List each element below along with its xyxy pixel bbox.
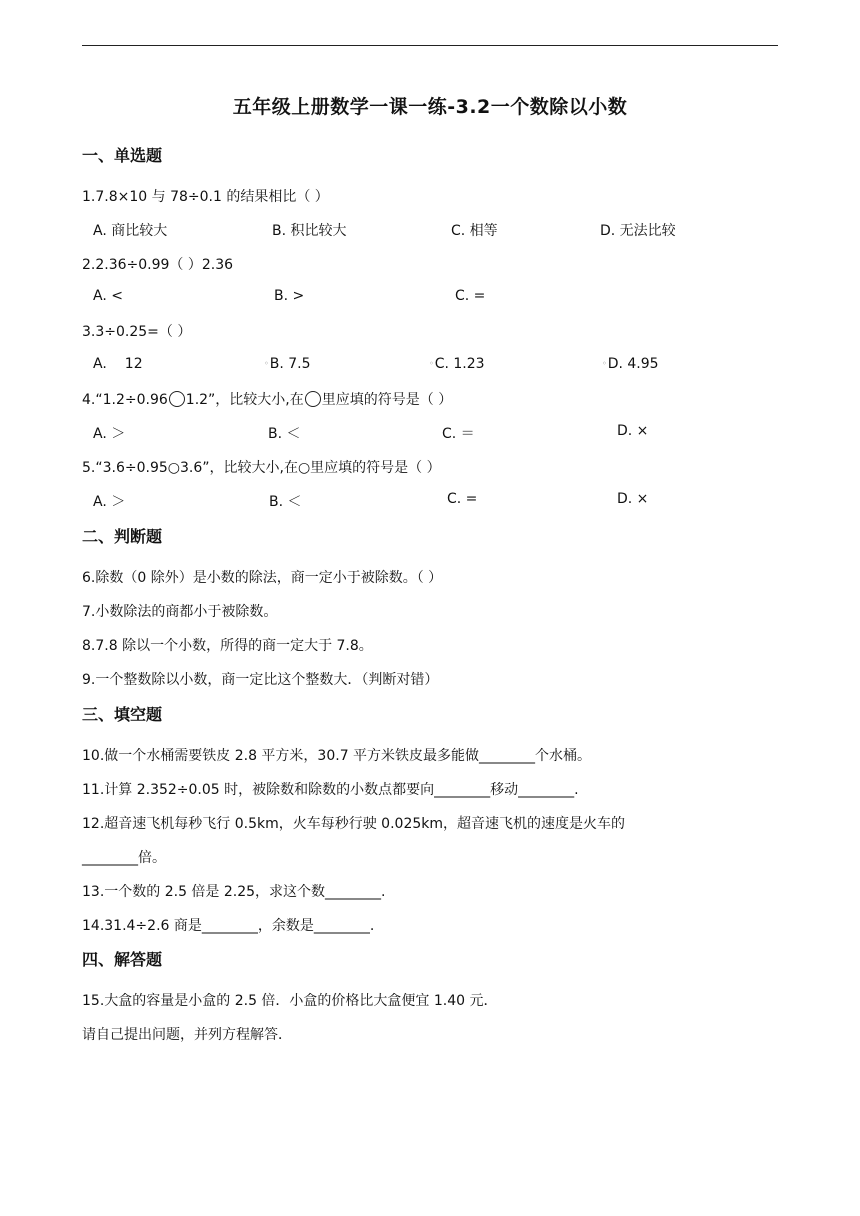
section-heading-fill-in: 三、填空题 (82, 705, 163, 724)
section-heading-true-false: 二、判断题 (82, 527, 163, 546)
question-4-stem (82, 389, 452, 409)
question-10: 10.做一个水桶需要铁皮 2.8 平方米，30.7 平方米铁皮最多能做________个水桶。 (82, 748, 592, 764)
question-2-option-b: B. > (274, 288, 305, 304)
question-5-stem: 5.“3.6÷0.95○3.6”，比较大小,在○里应填的符号是（ ） (82, 460, 441, 476)
question-2-option-a: A. < (93, 288, 123, 304)
question-1-option-a: A. 商比较大 (93, 223, 168, 239)
section-heading-single-choice: 一、单选题 (82, 146, 163, 165)
question-4-stem-part-1: 4.“1.2÷0.96 (82, 392, 168, 408)
question-3-option-d (602, 356, 659, 372)
question-15-line-2: 请自己提出问题，并列方程解答． (82, 1027, 292, 1043)
question-4-option-b: B. ＜ (268, 426, 301, 442)
question-7: 7.小数除法的商都小于被除数。 (82, 604, 278, 620)
question-12-line-1: 12.超音速飞机每秒飞行 0.5km，火车每秒行驶 0.025km，超音速飞机的速度是火车的 (82, 816, 625, 832)
question-4-stem-part-3: 里应填的符号是（ ） (321, 392, 453, 408)
bullet-mark-icon: ◦ (429, 359, 434, 368)
question-3-option-a (93, 356, 143, 372)
question-11: 11.计算 2.352÷0.05 时，被除数和除数的小数点都要向________移动________. (82, 782, 579, 798)
bullet-mark-icon: ◦ (264, 359, 269, 368)
bullet-mark-icon: ◦ (602, 359, 607, 368)
question-1-stem: 1.7.8×10 与 78÷0.1 的结果相比（ ） (82, 189, 329, 205)
question-4-stem-part-2: 1.2”，比较大小,在 (185, 392, 304, 408)
question-1-option-c: C. 相等 (451, 223, 498, 239)
question-14: 14.31.4÷2.6 商是________，余数是________. (82, 918, 375, 934)
question-1-option-b: B. 积比较大 (272, 223, 347, 239)
question-5-option-d: D. × (617, 491, 649, 507)
question-3-stem: 3.3÷0.25=（ ） (82, 324, 192, 340)
question-4-option-a: A. ＞ (93, 426, 126, 442)
question-1-option-d: D. 无法比较 (600, 223, 676, 239)
section-heading-solve: 四、解答题 (82, 950, 163, 969)
circle-blank-icon (305, 391, 321, 407)
question-12-line-2: ________倍。 (82, 850, 166, 866)
page-title: 五年级上册数学一课一练-3.2一个数除以小数 (232, 96, 628, 118)
question-2-option-c: C. = (455, 288, 486, 304)
question-5-option-a: A. ＞ (93, 494, 126, 510)
question-5-option-c: C. = (447, 491, 478, 507)
question-3-option-b (264, 356, 311, 372)
question-3-option-a-letter: A. (93, 356, 107, 372)
question-3-option-a-value: 12 (124, 356, 143, 372)
question-3-option-c (429, 356, 485, 372)
question-2-stem: 2.2.36÷0.99（ ）2.36 (82, 257, 234, 273)
question-4-option-d: D. × (617, 423, 649, 439)
circle-blank-icon (169, 391, 185, 407)
question-9: 9.一个整数除以小数，商一定比这个整数大．（判断对错） (82, 672, 439, 688)
question-15-line-1: 15.大盒的容量是小盒的 2.5 倍．小盒的价格比大盒便宜 1.40 元． (82, 993, 498, 1009)
question-3-option-b-text: B. 7.5 (269, 356, 311, 372)
question-6: 6.除数（0 除外）是小数的除法，商一定小于被除数。（ ） (82, 570, 443, 586)
header-rule (82, 45, 778, 46)
question-4-option-c: C. ＝ (442, 426, 475, 442)
question-8: 8.7.8 除以一个小数，所得的商一定大于 7.8。 (82, 638, 373, 654)
question-3-option-d-text: D. 4.95 (607, 356, 659, 372)
question-5-option-b: B. ＜ (269, 494, 302, 510)
question-3-option-c-text: C. 1.23 (434, 356, 485, 372)
question-13: 13.一个数的 2.5 倍是 2.25，求这个数________. (82, 884, 386, 900)
